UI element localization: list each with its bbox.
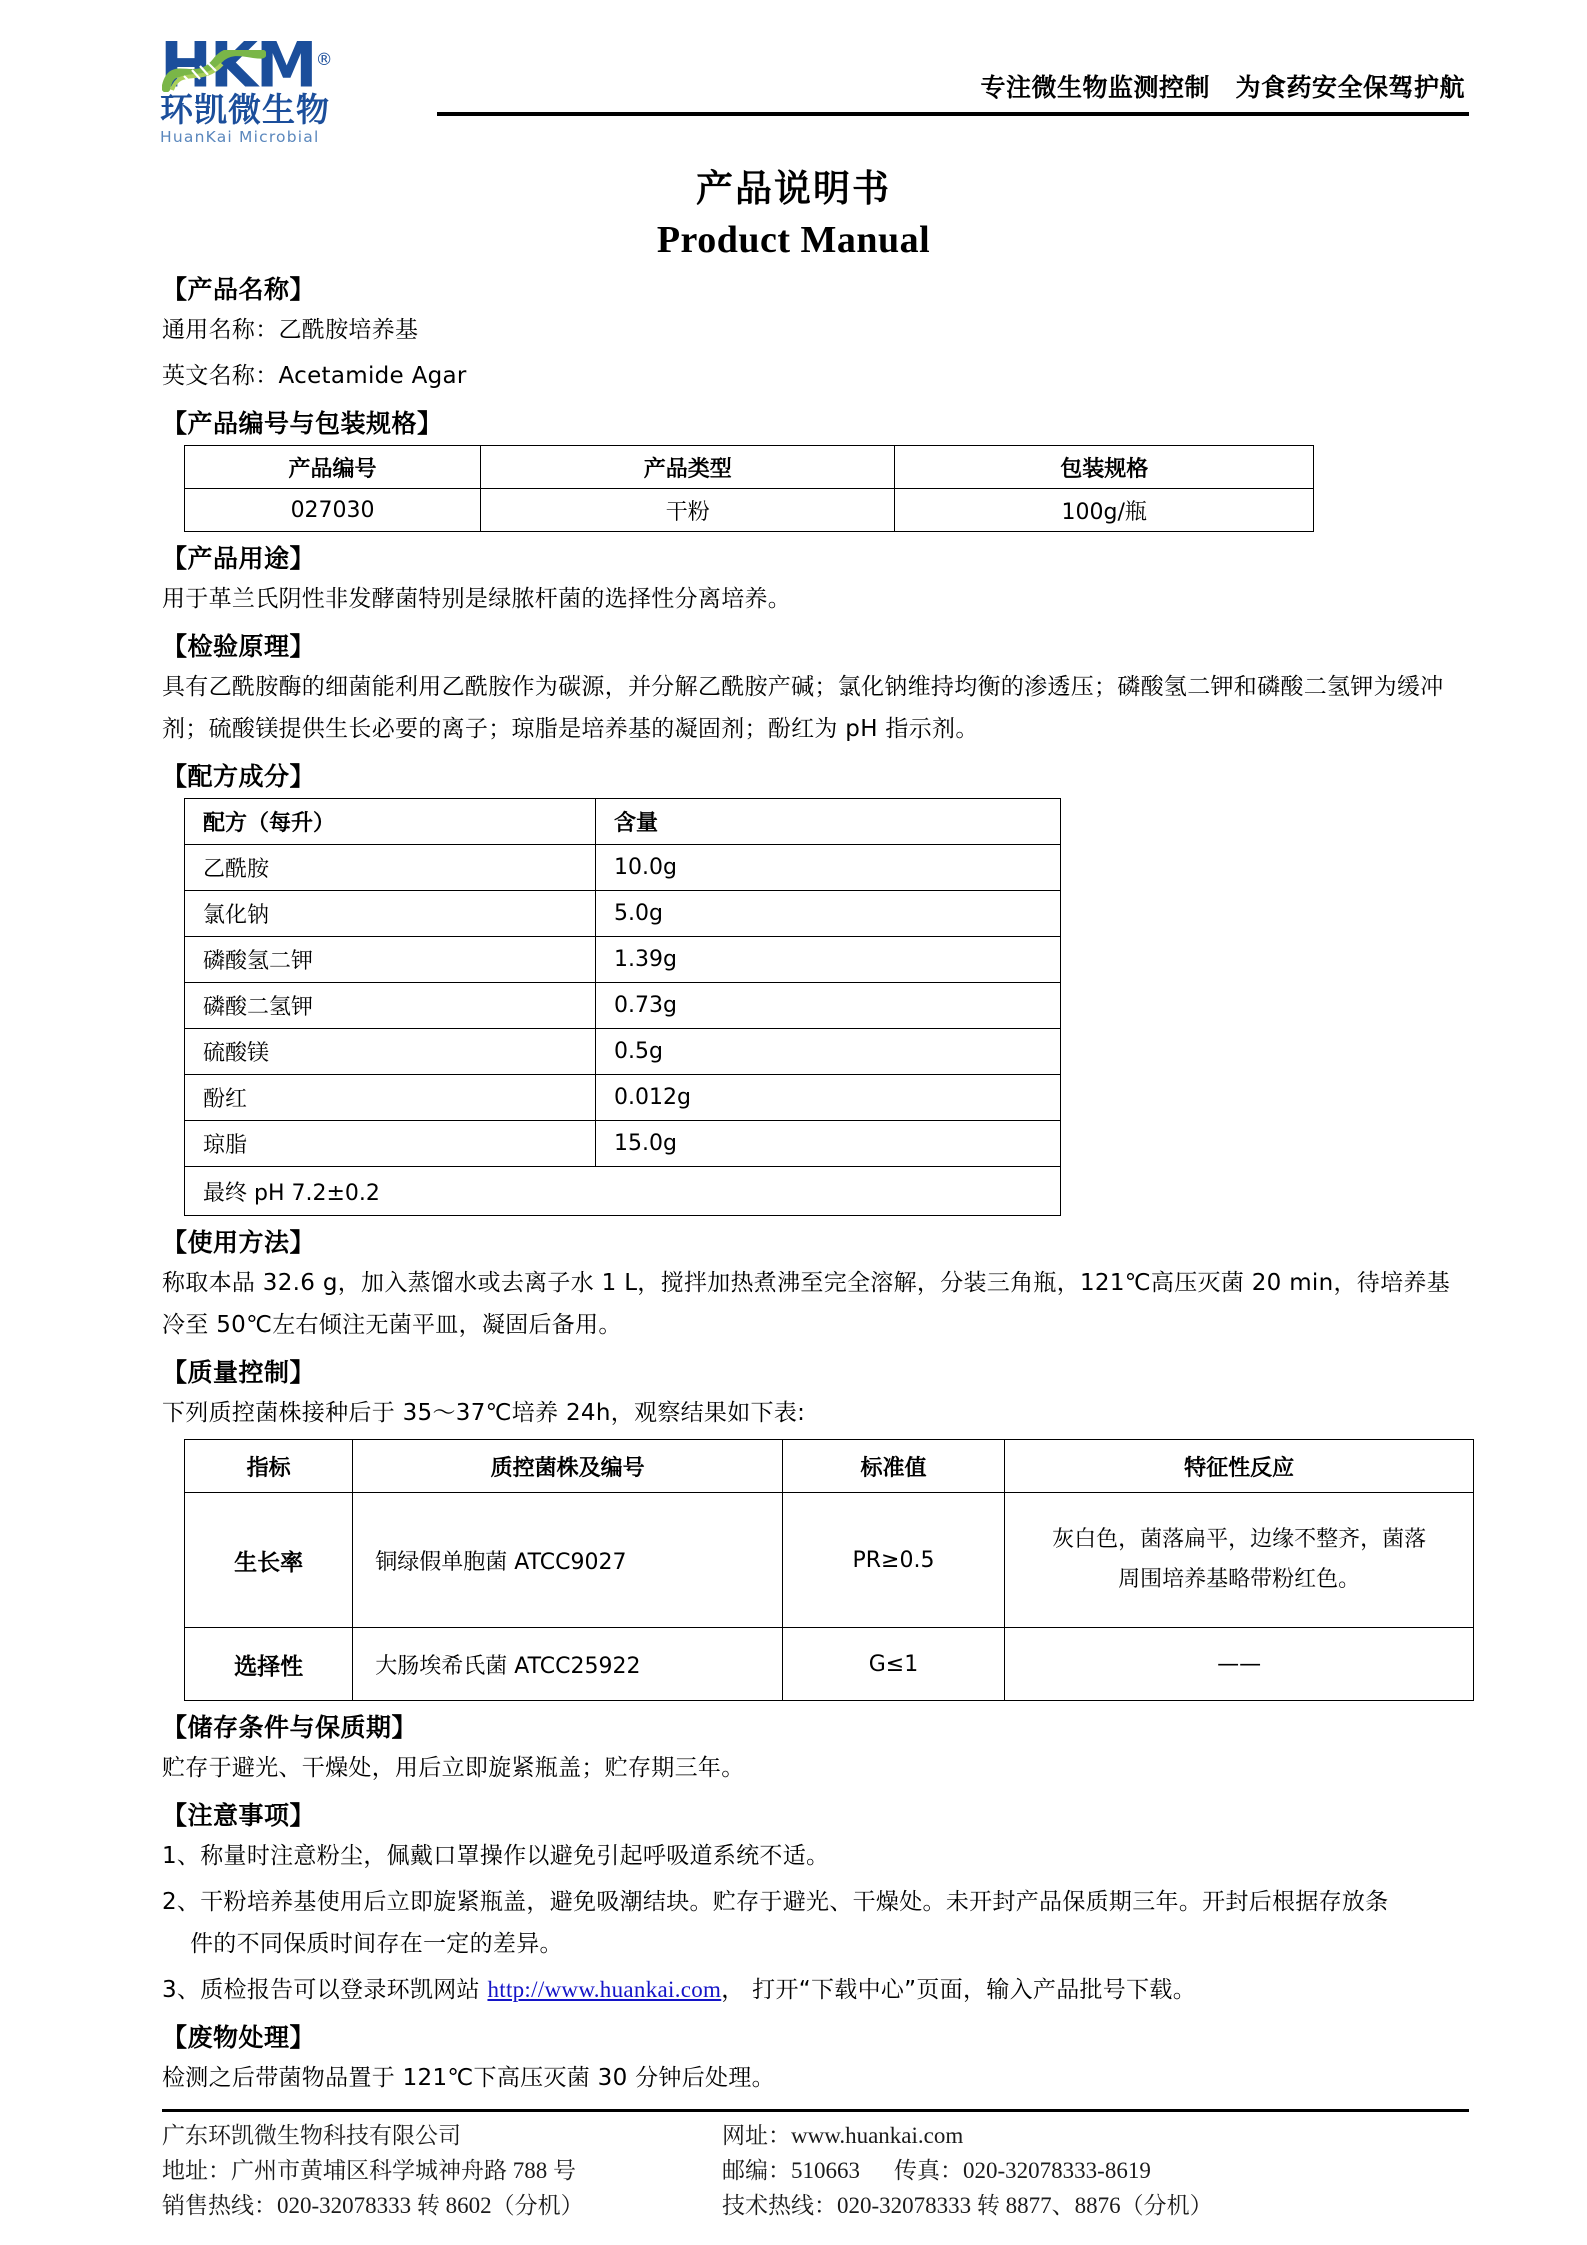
cell-package-spec: 100g/瓶 [895, 489, 1314, 532]
precaution-item-3 [162, 1969, 1469, 2011]
section-heading-product-code: 【产品编号与包装规格】 [162, 409, 443, 438]
column-header-formula: 配方（每升） [185, 799, 596, 845]
precaution-item-2 [162, 1881, 1469, 1965]
product-spec-table [184, 445, 1314, 532]
column-header-standard: 标准值 [782, 1440, 1004, 1493]
footer-website-row [722, 2118, 1469, 2153]
registered-trademark-icon: ® [315, 50, 331, 70]
cell-indicator: 生长率 [185, 1493, 353, 1628]
cell-amount: 1.39g [596, 937, 1061, 983]
section-heading-method: 【使用方法】 [162, 1228, 316, 1257]
english-name-row [162, 355, 1469, 397]
logo-chinese-name: 环凯微生物 [160, 90, 330, 129]
footer-zip-label: 邮编： [722, 2158, 791, 2183]
method-text: 称取本品 32.6 g，加入蒸馏水或去离子水 1 L，搅拌加热煮沸至完全溶解，分装三角瓶，121℃高压灭菌 20 min，待培养基冷至 50℃左右倾注无菌平皿，凝固后备用。 [162, 1270, 1450, 1338]
cell-ingredient: 乙酰胺 [185, 845, 596, 891]
footer-tech-hotline: 技术热线：020-32078333 转 8877、8876（分机） [722, 2193, 1213, 2218]
section-heading-usage-purpose: 【产品用途】 [162, 544, 316, 573]
usage-purpose-text: 用于革兰氏阴性非发酵菌特别是绿脓杆菌的选择性分离培养。 [162, 586, 792, 612]
table-row [185, 891, 1061, 937]
quality-control-intro: 下列质控菌株接种后于 35～37℃培养 24h，观察结果如下表: [162, 1400, 806, 1426]
table-header-row [185, 799, 1061, 845]
section-heading-storage: 【储存条件与保质期】 [162, 1713, 418, 1742]
precaution-item-2-line-1: 2、干粉培养基使用后立即旋紧瓶盖，避免吸潮结块。贮存于避光、干燥处。未开封产品保质期三年。开封后根据存放条 [162, 1889, 1389, 1915]
cell-standard: PR≥0.5 [782, 1493, 1004, 1628]
section-heading-quality-control: 【质量控制】 [162, 1358, 316, 1387]
cell-ingredient: 硫酸镁 [185, 1029, 596, 1075]
cell-product-type: 干粉 [481, 489, 895, 532]
page-title-chinese: 产品说明书 [696, 167, 891, 210]
cell-product-code: 027030 [185, 489, 481, 532]
precaution-item-3-suffix: ， 打开“下载中心”页面，输入产品批号下载。 [721, 1977, 1196, 2003]
waste-disposal-text: 检测之后带菌物品置于 121℃下高压灭菌 30 分钟后处理。 [162, 2065, 775, 2091]
table-header-row [185, 446, 1314, 489]
section-heading-principle: 【检验原理】 [162, 632, 316, 661]
section-heading-formula: 【配方成分】 [162, 762, 316, 791]
table-row [185, 845, 1061, 891]
precaution-item-2-line-2: 件的不同保质时间存在一定的差异。 [190, 1931, 563, 1957]
table-row [185, 1493, 1474, 1628]
cell-ingredient: 酚红 [185, 1075, 596, 1121]
company-logo [160, 28, 430, 146]
cell-standard: G≤1 [782, 1628, 1004, 1701]
column-header-content: 含量 [596, 799, 1061, 845]
formula-table [184, 798, 1061, 1216]
cell-amount: 15.0g [596, 1121, 1061, 1167]
document-body [0, 270, 1587, 2099]
column-header-strain: 质控菌株及编号 [353, 1440, 783, 1493]
table-row [185, 1121, 1061, 1167]
column-header-reaction: 特征性反应 [1005, 1440, 1474, 1493]
generic-name-value: 乙酰胺培养基 [278, 317, 419, 343]
page-title-english: Product Manual [656, 219, 931, 261]
cell-reaction [1005, 1493, 1474, 1628]
english-name-label: 英文名称： [162, 363, 279, 389]
cell-amount: 0.5g [596, 1029, 1061, 1075]
huankai-website-link[interactable]: http://www.huankai.com [487, 1977, 722, 2002]
precaution-item-3-prefix: 3、质检报告可以登录环凯网站 [162, 1977, 488, 2003]
principle-text: 具有乙酰胺酶的细菌能利用乙酰胺作为碳源，并分解乙酰胺产碱；氯化钠维持均衡的渗透压；磷酸氢二钾和磷酸二氢钾为缓冲剂；硫酸镁提供生长必要的离子；琼脂是培养基的凝固剂；酚红为 pH 指示剂。 [162, 674, 1444, 742]
cell-ingredient: 磷酸氢二钾 [185, 937, 596, 983]
cell-amount: 0.012g [596, 1075, 1061, 1121]
column-header-product-type: 产品类型 [481, 446, 895, 489]
footer-zip-fax-row [722, 2153, 1469, 2188]
footer-fax-label: 传真： [894, 2158, 963, 2183]
table-row-ph [185, 1167, 1061, 1216]
footer-right-column [702, 2118, 1469, 2223]
quality-control-table [184, 1439, 1474, 1701]
footer-sales-hotline: 销售热线：020-32078333 转 8602（分机） [162, 2193, 584, 2218]
table-row [185, 937, 1061, 983]
cell-ingredient: 琼脂 [185, 1121, 596, 1167]
generic-name-row [162, 309, 1469, 351]
page-footer [0, 2109, 1587, 2223]
table-header-row [185, 1440, 1474, 1493]
table-row [185, 489, 1314, 532]
reaction-line-2: 周围培养基略带粉红色。 [1118, 1567, 1361, 1592]
footer-fax-value: 020-32078333-8619 [963, 2158, 1151, 2183]
table-row [185, 1075, 1061, 1121]
logo-wordmark [160, 28, 430, 102]
footer-content [162, 2118, 1469, 2223]
cell-ingredient: 磷酸二氢钾 [185, 983, 596, 1029]
footer-company-name: 广东环凯微生物科技有限公司 [162, 2123, 461, 2148]
footer-zip-value: 510663 [791, 2158, 860, 2183]
footer-address: 地址：广州市黄埔区科学城神舟路 788 号 [162, 2158, 576, 2183]
header-tagline: 专注微生物监测控制 为食药安全保驾护航 [980, 73, 1465, 102]
storage-text: 贮存于避光、干燥处，用后立即旋紧瓶盖；贮存期三年。 [162, 1755, 745, 1781]
column-header-package-spec: 包装规格 [895, 446, 1314, 489]
table-row [185, 983, 1061, 1029]
logo-english-name: HuanKai Microbial [160, 128, 320, 146]
column-header-product-code: 产品编号 [185, 446, 481, 489]
footer-left-column [162, 2118, 702, 2223]
header-divider [437, 112, 1469, 116]
footer-website-label: 网址： [722, 2123, 791, 2148]
section-heading-precautions: 【注意事项】 [162, 1801, 316, 1830]
cell-amount: 5.0g [596, 891, 1061, 937]
column-header-indicator: 指标 [185, 1440, 353, 1493]
cell-ingredient: 氯化钠 [185, 891, 596, 937]
section-heading-waste-disposal: 【废物处理】 [162, 2023, 316, 2052]
cell-ph-note: 最终 pH 7.2±0.2 [185, 1167, 1061, 1216]
cell-strain: 大肠埃希氏菌 ATCC25922 [353, 1628, 783, 1701]
footer-website-value: www.huankai.com [791, 2123, 964, 2148]
generic-name-label: 通用名称： [162, 317, 279, 343]
cell-amount: 0.73g [596, 983, 1061, 1029]
cell-reaction: —— [1005, 1628, 1474, 1701]
cell-indicator: 选择性 [185, 1628, 353, 1701]
table-row [185, 1029, 1061, 1075]
precaution-item-1: 1、称量时注意粉尘，佩戴口罩操作以避免引起呼吸道系统不适。 [162, 1843, 830, 1869]
section-heading-product-name: 【产品名称】 [162, 275, 316, 304]
page-header [0, 0, 1587, 146]
cell-strain: 铜绿假单胞菌 ATCC9027 [353, 1493, 783, 1628]
reaction-line-1: 灰白色，菌落扁平，边缘不整齐，菌落 [1052, 1527, 1427, 1552]
cell-amount: 10.0g [596, 845, 1061, 891]
english-name-value: Acetamide Agar [278, 363, 467, 389]
table-row [185, 1628, 1474, 1701]
footer-divider [162, 2109, 1469, 2112]
logo-mark-text: HKM [160, 28, 316, 102]
